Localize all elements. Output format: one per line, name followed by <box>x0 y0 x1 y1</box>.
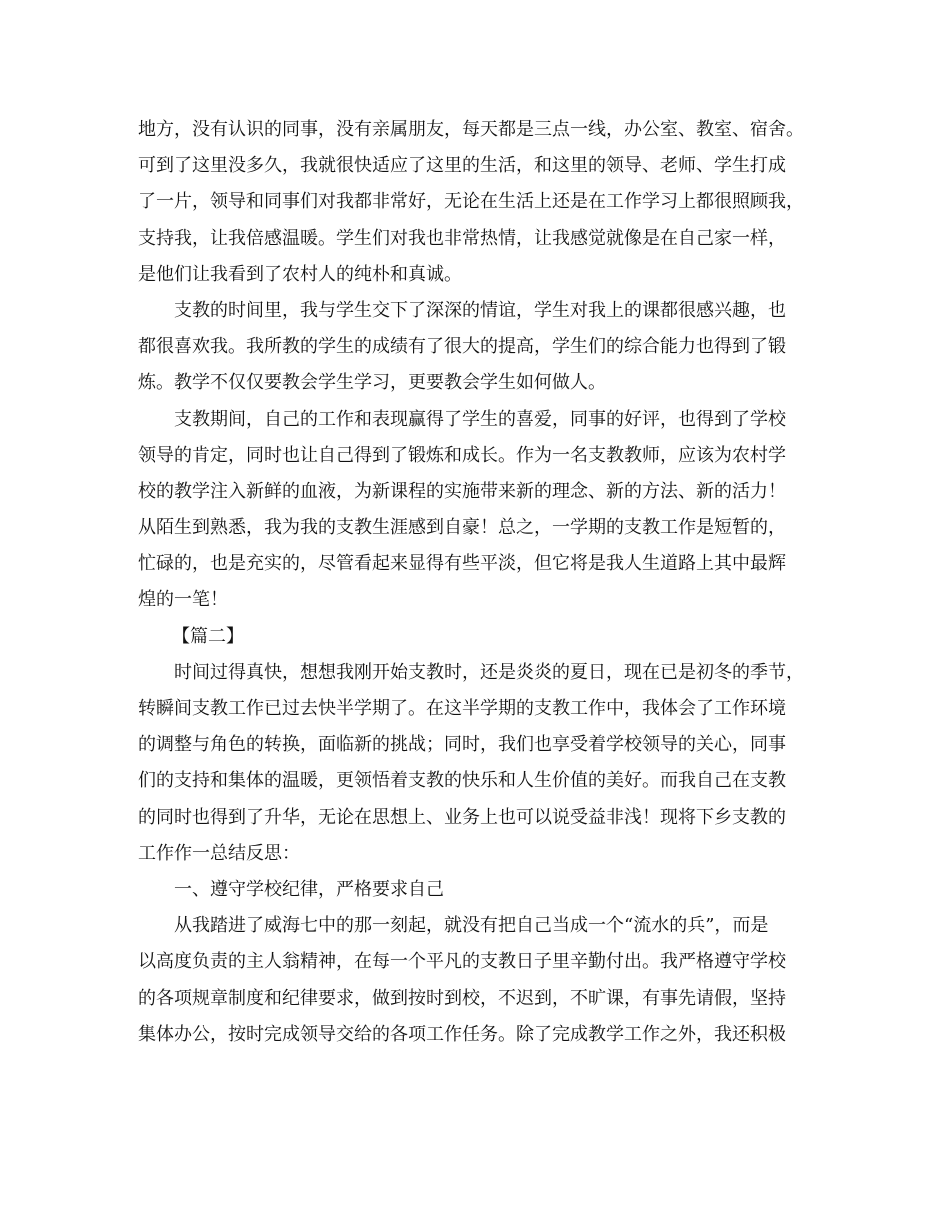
text-line: 的各项规章制度和纪律要求，做到按时到校，不迟到，不旷课，有事先请假，坚持 <box>138 987 786 1009</box>
section-heading: 【篇二】 <box>172 625 244 647</box>
text-line: 从陌生到熟悉，我为我的支教生涯感到自豪！总之，一学期的支教工作是短暂的， <box>138 517 786 539</box>
text-line: 忙碌的，也是充实的，尽管看起来显得有些平淡，但它将是我人生道路上其中最辉 <box>138 553 786 575</box>
text-line: 以高度负责的主人翁精神，在每一个平凡的支教日子里辛勤付出。我严格遵守学校 <box>138 951 786 973</box>
text-line: 校的教学注入新鲜的血液，为新课程的实施带来新的理念、新的方法、新的活力！ <box>138 480 786 502</box>
text-line: 煌的一笔！ <box>138 589 228 611</box>
subsection-heading: 一、遵守学校纪律，严格要求自己 <box>174 878 444 900</box>
text-line: 可到了这里没多久，我就很快适应了这里的生活，和这里的领导、老师、学生打成 <box>138 155 786 177</box>
text-line: 集体办公，按时完成领导交给的各项工作任务。除了完成教学工作之外，我还积极 <box>138 1023 786 1045</box>
text-line: 转瞬间支教工作已过去快半学期了。在这半学期的支教工作中，我体会了工作环境 <box>138 698 786 719</box>
paragraph-first-line: 时间过得真快，想想我刚开始支教时，还是炎炎的夏日，现在已是初冬的季节， <box>174 661 804 683</box>
text-line: 支持我，让我倍感温暖。学生们对我也非常热情，让我感觉就像是在自己家一样， <box>138 227 786 249</box>
paragraph-first-line: 支教期间，自己的工作和表现赢得了学生的喜爱，同事的好评，也得到了学校 <box>174 408 786 430</box>
text-line: 的调整与角色的转换，面临新的挑战；同时，我们也享受着学校领导的关心，同事 <box>138 734 786 756</box>
text-line: 是他们让我看到了农村人的纯朴和真诚。 <box>138 263 462 285</box>
paragraph-first-line: 支教的时间里，我与学生交下了深深的情谊，学生对我上的课都很感兴趣，也 <box>174 299 786 321</box>
text-line: 地方，没有认识的同事，没有亲属朋友，每天都是三点一线，办公室、教室、宿舍。 <box>138 119 804 140</box>
text-line: 都很喜欢我。我所教的学生的成绩有了很大的提高，学生们的综合能力也得到了锻 <box>138 336 786 358</box>
paragraph-first-line: 从我踏进了威海七中的那一刻起，就没有把自己当成一个“流水的兵”，而是 <box>174 915 769 937</box>
text-line: 们的支持和集体的温暖，更领悟着支教的快乐和人生价值的美好。而我自己在支教 <box>138 770 786 792</box>
text-line: 的同时也得到了升华，无论在思想上、业务上也可以说受益非浅！现将下乡支教的 <box>138 806 786 828</box>
document-body <box>138 112 818 1053</box>
text-line: 工作作一总结反思： <box>138 842 300 864</box>
text-line: 炼。教学不仅仅要教会学生学习，更要教会学生如何做人。 <box>138 372 606 394</box>
text-line: 了一片，领导和同事们对我都非常好，无论在生活上还是在工作学习上都很照顾我， <box>138 191 804 213</box>
text-line: 领导的肯定，同时也让自己得到了锻炼和成长。作为一名支教教师，应该为农村学 <box>138 444 786 466</box>
